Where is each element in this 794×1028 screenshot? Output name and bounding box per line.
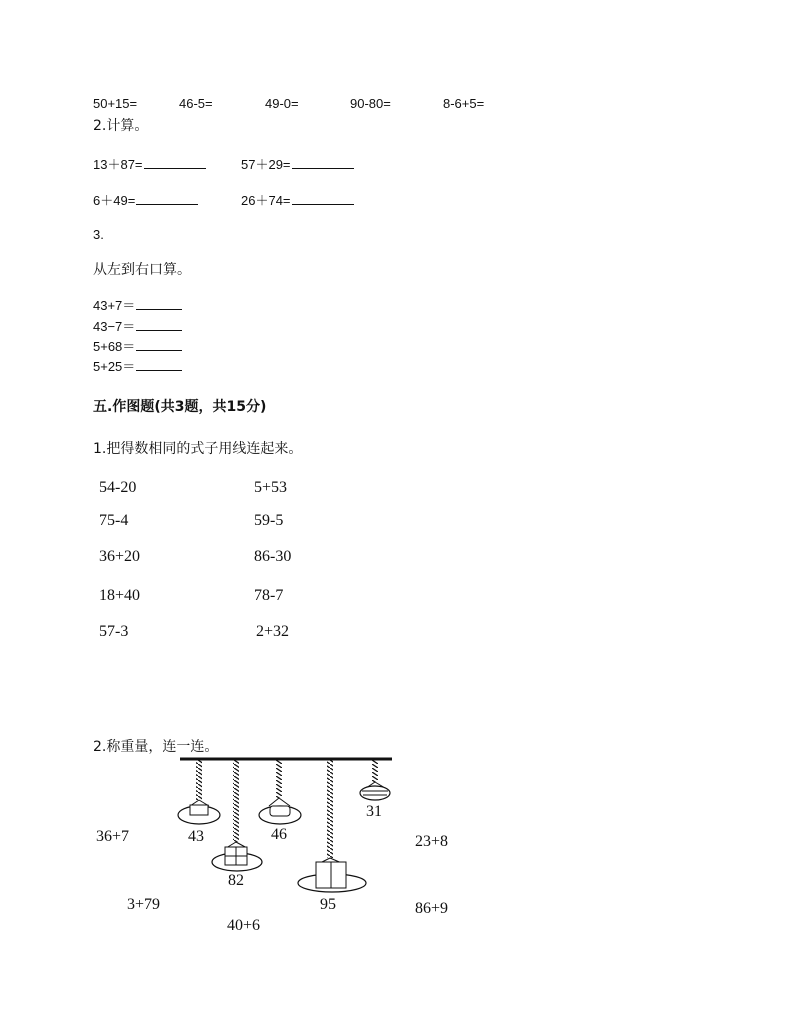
q3-item-2: 43−7＝ — [93, 316, 182, 335]
weigh-expr-3-79[interactable]: 3+79 — [127, 896, 161, 913]
q2-item-1: 13＋87= — [93, 154, 206, 173]
row1-expr-3: 49-0= — [265, 96, 299, 111]
weight-label-46: 46 — [271, 826, 287, 843]
row1-expr-4: 90-80= — [350, 96, 391, 111]
spring-scale-95 — [298, 760, 366, 892]
weigh-expr-40-6[interactable]: 40+6 — [227, 917, 261, 934]
weigh-expr-23-8[interactable]: 23+8 — [415, 833, 449, 850]
q3-item-4: 5+25＝ — [93, 356, 182, 375]
row1-expr-1: 50+15= — [93, 96, 138, 111]
weight-label-95: 95 — [320, 896, 336, 913]
q5-2-title: 2.称重量，连一连。 — [93, 739, 219, 755]
spring-scale-43 — [178, 760, 220, 824]
match-right-5[interactable]: 2+32 — [256, 623, 290, 640]
q3-item-3: 5+68＝ — [93, 336, 182, 355]
q2-item-4: 26＋74= — [241, 190, 354, 209]
q3-item-1: 43+7＝ — [93, 295, 182, 314]
q3-title: 从左到右口算。 — [93, 262, 191, 278]
weigh-expr-36-7[interactable]: 36+7 — [96, 828, 130, 845]
match-left-2[interactable]: 75-4 — [99, 512, 129, 529]
spring-scale-31 — [360, 760, 390, 800]
row1-expr-5: 8-6+5= — [443, 96, 485, 111]
weight-label-82: 82 — [228, 872, 244, 889]
match-left-4[interactable]: 18+40 — [99, 587, 141, 604]
q3-number: 3. — [93, 227, 104, 242]
match-right-3[interactable]: 86-30 — [254, 548, 292, 565]
q2-item-2: 57＋29= — [241, 154, 354, 173]
match-left-3[interactable]: 36+20 — [99, 548, 141, 565]
match-left-1[interactable]: 54-20 — [99, 479, 137, 496]
q2-item-3: 6＋49= — [93, 190, 198, 209]
match-right-1[interactable]: 5+53 — [254, 479, 288, 496]
q2-title: 2.计算。 — [93, 118, 149, 134]
section-title: 五.作图题(共3题，共15分) — [93, 399, 267, 415]
match-right-2[interactable]: 59-5 — [254, 512, 284, 529]
weigh-expr-86-9[interactable]: 86+9 — [415, 900, 449, 917]
weight-label-43: 43 — [188, 828, 204, 845]
spring-scale-46 — [259, 760, 301, 824]
weight-label-31: 31 — [366, 803, 382, 820]
match-right-4[interactable]: 78-7 — [254, 587, 284, 604]
row1-expr-2: 46-5= — [179, 96, 213, 111]
q5-1-title: 1.把得数相同的式子用线连起来。 — [93, 441, 303, 457]
match-left-5[interactable]: 57-3 — [99, 623, 129, 640]
